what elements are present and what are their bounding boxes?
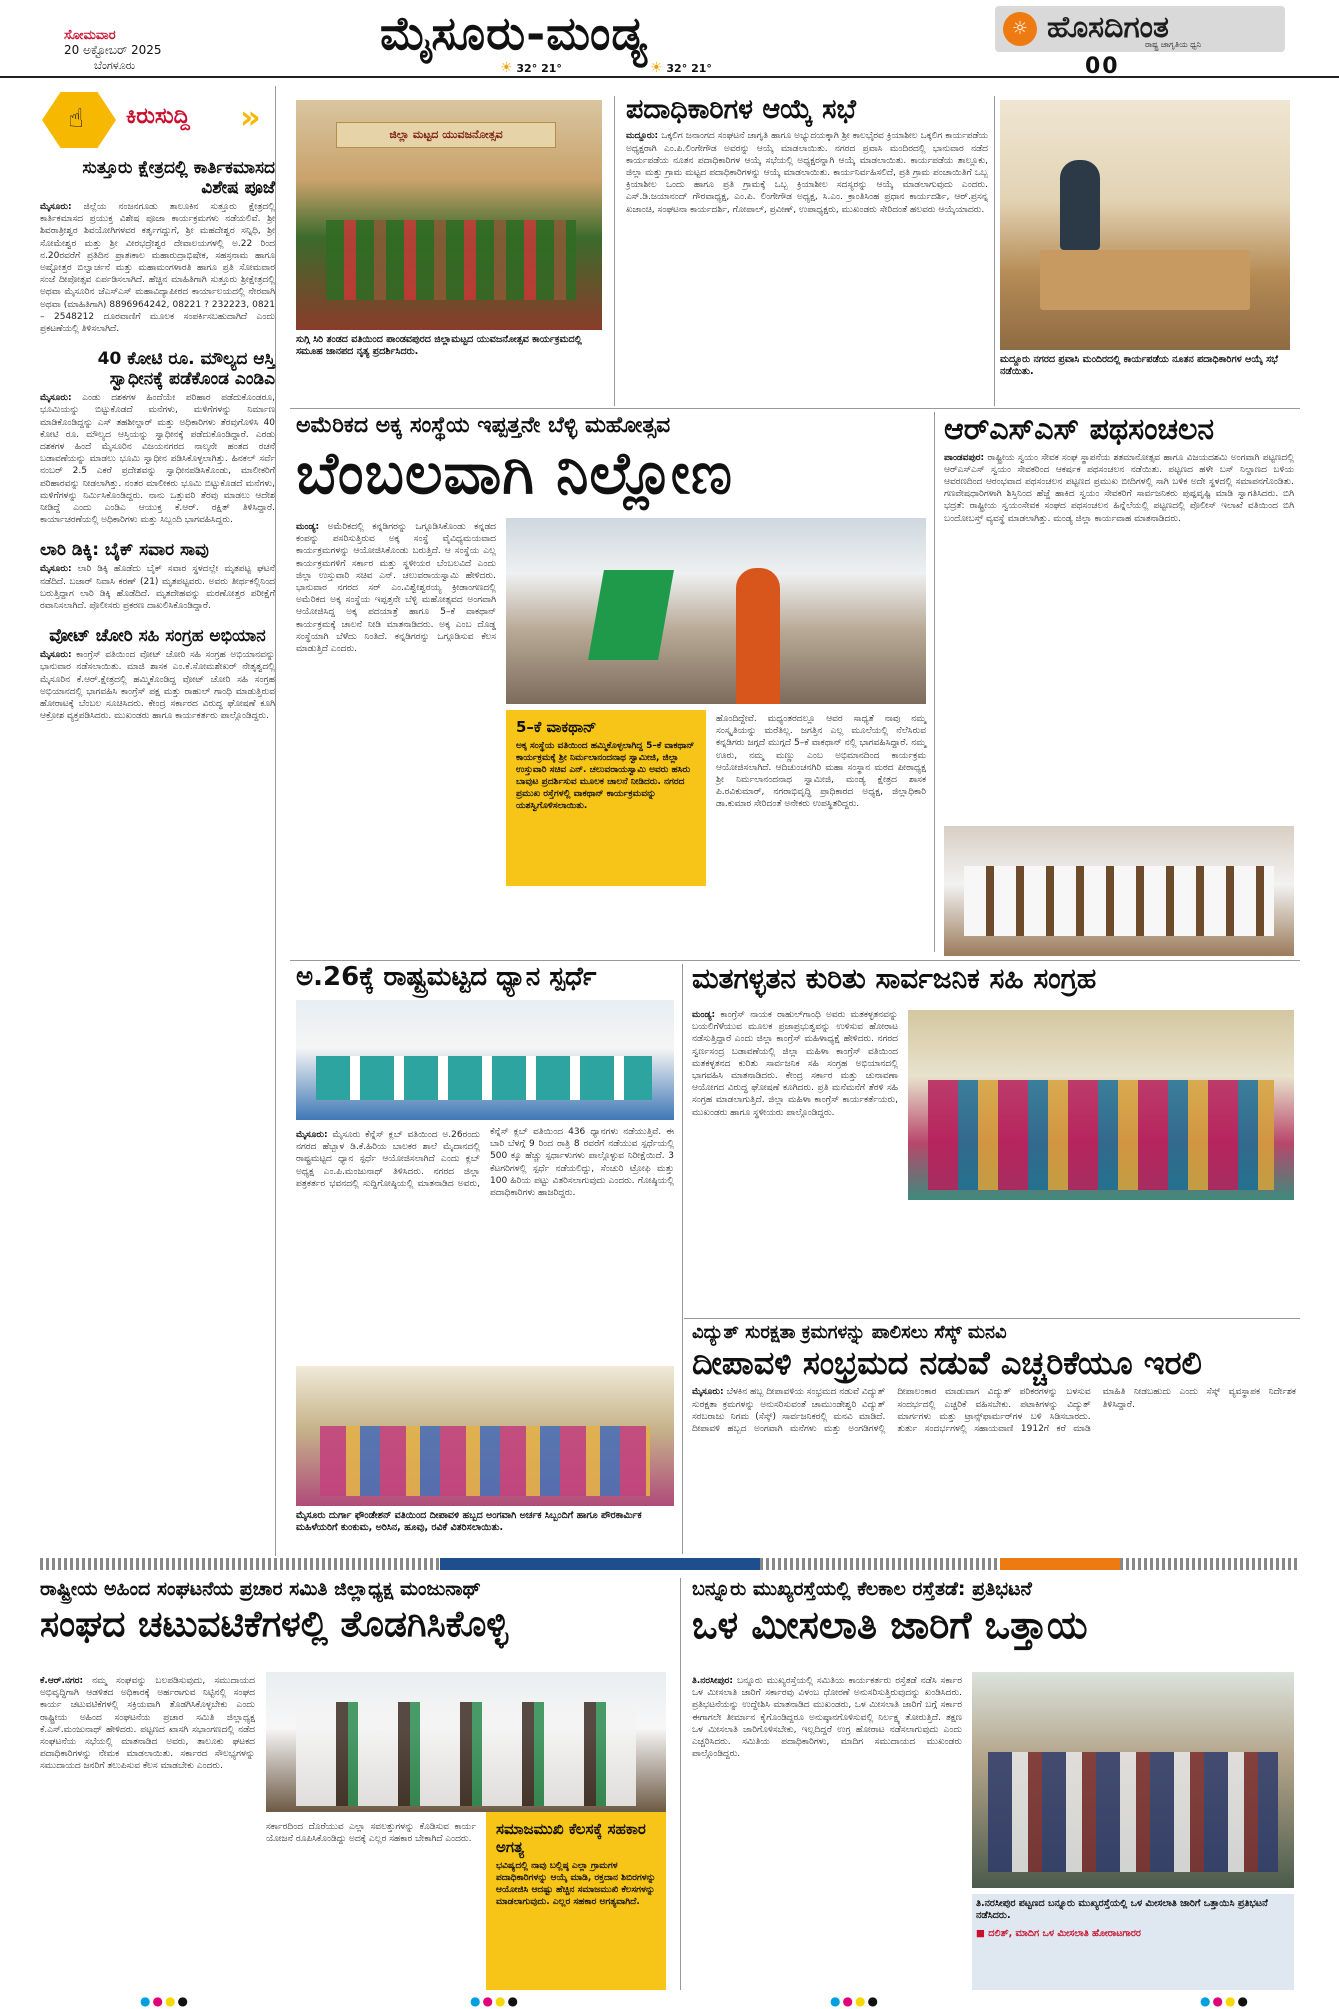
green-flag xyxy=(588,570,674,660)
section-label: ಕಿರುಸುದ್ದಿ xyxy=(126,104,190,129)
article-kicker: ಬನ್ನೂರು ಮುಖ್ಯರಸ್ತೆಯಲ್ಲಿ ಕೆಲಕಾಲ ರಸ್ತೆತಡೆ: ಪ್ರತಿಭಟನೆ xyxy=(692,1578,1032,1600)
article-body xyxy=(626,130,988,215)
article-text: ಸರ್ಕಾರದಿಂದ ದೊರೆಯುವ ಎಲ್ಲಾ ಸವಲತ್ತುಗಳನ್ನು ಕೊಡಿಸುವ ಕಾರ್ಯ ಯೋಜನೆ ರೂಪಿಸಿಕೊಂಡಿದ್ದು ಅದಕ್ಕೆ ಎಲ್ಲರ ಸಹಕಾರ ಬೇಕಾಗಿದೆ ಎಂದರು. xyxy=(266,1822,476,1845)
banner-sign: ಜಿಲ್ಲಾ ಮಟ್ಟದ ಯುವಜನೋತ್ಸವ xyxy=(336,122,556,148)
meeting-table xyxy=(1040,250,1250,310)
dateline: ಮಂಡ್ಯ: xyxy=(692,1010,716,1020)
dateline: ಮೈಸೂರು: xyxy=(692,1387,724,1398)
women-group xyxy=(320,1426,650,1496)
photo-protest xyxy=(972,1672,1294,1888)
briefs-column xyxy=(40,86,276,1556)
logo-tagline: ರಾಷ್ಟ್ರ ಜಾಗೃತಿಯ ಧ್ವನಿ xyxy=(1145,40,1202,49)
article-kicker: ರಾಷ್ಟ್ರೀಯ ಅಹಿಂದ ಸಂಘಟನೆಯ ಪ್ರಚಾರ ಸಮಿತಿ ಜಿಲ್ಲಾಧ್ಯಕ್ಷ ಮಂಜುನಾಥ್ xyxy=(40,1578,481,1600)
dateline: ಪಾಂಡವಪುರ: xyxy=(944,452,985,463)
column-rule xyxy=(680,1578,681,1990)
stripe-orange-segment xyxy=(1000,1558,1120,1570)
article-mathagalla xyxy=(692,964,1296,993)
article-headline: ಆರ್‌ಎಸ್‌ಎಸ್ ಪಥಸಂಚಲನ xyxy=(944,412,1215,447)
article-headline: ಬೆಂಬಲವಾಗಿ ನಿಲ್ಲೋಣ xyxy=(296,439,733,508)
registration-marks: ●●●● xyxy=(830,1994,880,2008)
factbox-text: ಭವಿಷ್ಯದಲ್ಲಿ ನಾವು ಬಲ್ಲಿಷ್ಠ ಎಲ್ಲಾ ಗ್ರಾಮಗಳ ಪದಾಧಿಕಾರಿಗಳನ್ನು ಆಯ್ಕೆ ಮಾಡಿ, ರಕ್ತದಾನ ಶಿಬಿರಗಳನ್ನು ಆಯೋಜಿಸಿ ಆದಷ್ಟು ಹೆಚ್ಚಿನ ಸಮಾಜಮುಖಿ ಕೆಲಸಗಳನ್ನು ಮಾಡಲಾಗುವುದು. ಎಲ್ಲರ ಸಹಕಾರ ಅಗತ್ಯವಾಗಿದೆ. xyxy=(496,1861,656,1907)
article-body xyxy=(692,1675,962,1760)
dateline: ಮೈಸೂರು: xyxy=(40,564,72,575)
weather-max: 32 xyxy=(666,62,682,75)
factbox-ahinda xyxy=(486,1812,666,1990)
ahinda-body xyxy=(40,1672,255,1773)
dateline: ತಿ.ನರಸೀಪುರ: xyxy=(692,1676,734,1686)
brief-body xyxy=(40,392,275,526)
article-text: ಕಾಂಗ್ರೆಸ್ ನಾಯಕ ರಾಹುಲ್‌ಗಾಂಧಿ ಅವರು ಮತಕಳ್ಳತನವನ್ನು ಬಯಲಿಗೆಳೆಯುವ ಮೂಲಕ ಪ್ರಜಾಪ್ರಭುತ್ವವನ್ನು ಉಳಿಸುವ ಹೋರಾಟ ನಡೆಸುತ್ತಿದ್ದಾರೆ ಎಂದು ಜಿಲ್ಲಾ ಕಾಂಗ್ರೆಸ್ ಮಹಿಳಾಧ್ಯಕ್ಷೆ ಹೇಳಿದರು. ನಗರದ ಸ್ವರ್ಣಸಂದ್ರ ಬಡಾವಣೆಯಲ್ಲಿ ಜಿಲ್ಲಾ ಮಹಿಳಾ ಕಾಂಗ್ರೆಸ್ ವತಿಯಿಂದ ಮತಕಳ್ಳತನದ ಕುರಿತು ಸಾರ್ವಜನಿಕ ಸಹಿ ಸಂಗ್ರಹ ಅಭಿಯಾನದಲ್ಲಿ ಭಾಗವಹಿಸಿ ಮಾತನಾಡಿದರು. ಕೇಂದ್ರ ಸರ್ಕಾರ ಮತ್ತು ಚುನಾವಣಾ ಆಯೋಗದ ವಿರುದ್ಧ ಘೋಷಣೆ ಕೂಗಿದರು. ಪ್ರತಿ ಮನೆಮನೆಗೆ ತೆರಳಿ ಸಹಿ ಸಂಗ್ರಹ ಮಾಡಲಾಗುತ್ತಿದೆ. ಜಿಲ್ಲಾ ಮಹಿಳಾ ಕಾಂಗ್ರೆಸ್ ಕಾರ್ಯಕರ್ತೆಯರು, ಮುಖಂಡರು ಹಾಗೂ ಸ್ಥಳೀಯರು ಪಾಲ್ಗೊಂಡಿದ್ದರು. xyxy=(692,1010,898,1118)
logo-text: ಹೊಸದಿಗಂತ xyxy=(1047,10,1169,45)
column-rule xyxy=(934,412,935,952)
dateline: ಮಂಡ್ಯ: xyxy=(296,522,320,532)
crowd xyxy=(928,1080,1274,1190)
dateline: ಮೈಸೂರು: xyxy=(40,650,72,661)
article-text: ಅಮೆರಿಕದಲ್ಲಿ ಕನ್ನಡಿಗರನ್ನು ಒಗ್ಗೂಡಿಸಿಕೊಂಡು ಕನ್ನಡದ ಕಂಪನ್ನು ಪಸರಿಸುತ್ತಿರುವ ಅಕ್ಕ ಸಂಸ್ಥೆ ವೈವಿಧ್ಯಮಯವಾದ ಕಾರ್ಯಕ್ರಮಗಳನ್ನು ಆಯೋಜಿಸಿಕೊಂಡು ಬರುತ್ತಿದೆ. ಆ ಸಂಸ್ಥೆಯ ಎಲ್ಲ ಕಾರ್ಯಕ್ರಮಗಳಿಗೆ ಸರ್ಕಾರ ಮತ್ತು ಸ್ಥಳೀಯರ ಬೆಂಬಲವಿದೆ ಎಂದು ಜಿಲ್ಲಾ ಉಸ್ತುವಾರಿ ಸಚಿವ ಎನ್. ಚಲುವರಾಯಸ್ವಾಮಿ ಹೇಳಿದರು. ಭಾನುವಾರ ನಗರದ ಸರ್ ಎಂ.ವಿಶ್ವೇಶ್ವರಯ್ಯ ಕ್ರೀಡಾಂಗಣದಲ್ಲಿ ಅಮೆರಿಕದ ಅಕ್ಕ ಸಂಸ್ಥೆಯ ಇಪ್ಪತ್ತನೇ ಬೆಳ್ಳಿ ಮಹೋತ್ಸವದ ಅಂಗವಾಗಿ ಆಯೋಜಿಸಿದ್ದ ಅಕ್ಕ ಪದಯಾತ್ರೆ ಹಾಗೂ 5–ಕೆ ವಾಕಥಾನ್ ಕಾರ್ಯಕ್ರಮಕ್ಕೆ ಚಾಲನೆ ನೀಡಿ ಮಾತನಾಡಿದರು. ಅಕ್ಕ ಎಂಬ ದೊಡ್ಡ ಸಂಸ್ಥೆಯಾಗಿ ಬೆಳೆದು ನಿಂತಿದೆ. ಕನ್ನಡಿಗರನ್ನು ಒಗ್ಗೂಡಿಸುವ ಕೆಲಸ ಮಾಡುತ್ತಿದೆ ಎಂದರು. xyxy=(296,522,496,655)
brief-title: ವೋಟ್ ಚೋರಿ ಸಹಿ ಸಂಗ್ರಹ ಅಭಿಯಾನ xyxy=(49,626,266,647)
mathagalla-body xyxy=(692,1006,898,1119)
dateline: ಮೈಸೂರು: xyxy=(296,1130,328,1140)
photo-walkathon-flagoff xyxy=(506,518,926,704)
issue-date xyxy=(64,28,162,73)
hand-icon: ☝ xyxy=(68,104,84,134)
article-text: ಮೈಸೂರು ಕೆನ್ನೆಸ್ ಕ್ಲಬ್ ವತಿಯಿಂದ ಅ.26ರಂದು ನಗರದ ಹೆಬ್ಬಾಳ ಡಿ.ಕೆ.ಹಿರಿಯ ಬಾಲಕರ ಶಾಲೆ ಮೈದಾನದಲ್ಲಿ ರಾಷ್ಟ್ರಮಟ್ಟದ ಧ್ಯಾನ ಸ್ಪರ್ಧೆ ಆಯೋಜಿಸಲಾಗಿದೆ ಎಂದು ಕ್ಲಬ್ ಅಧ್ಯಕ್ಷ ಎಂ.ಪಿ.ಮಂಜುನಾಥ್ ತಿಳಿಸಿದರು. ನಗರದ ಜಿಲ್ಲಾ ಪತ್ರಕರ್ತರ ಭವನದಲ್ಲಿ ಸುದ್ದಿಗೋಷ್ಠಿಯಲ್ಲಿ ಮಾತನಾಡಿದ ಅವರು, ಕೆನ್ನೆಸ್ ಕ್ಲಬ್ ವತಿಯಿಂದ 436 ಧ್ಯಾನಗಳು ನಡೆಯುತ್ತಿವೆ. ಈ ಬಾರಿ ಬೆಳಗ್ಗೆ 9 ರಿಂದ ರಾತ್ರಿ 8 ರವರೆಗೆ ನಡೆಯುವ ಸ್ಪರ್ಧೆಯಲ್ಲಿ 500 ಕ್ಕೂ ಹೆಚ್ಚು ಸ್ಪರ್ಧಾಳುಗಳು ಪಾಲ್ಗೊಳ್ಳುವ ನಿರೀಕ್ಷೆಯಿದೆ. 3 ಕೆಟಗರಿಗಳಲ್ಲಿ ಸ್ಪರ್ಧೆ ನಡೆಯಲಿದ್ದು, ಸೆಂಚುರಿ ಟ್ರೋಫಿ ಮತ್ತು 100 ಹಿರಿಯ ಪಟ್ಟು ವಿತರಿಸಲಾಗುವುದು ಎಂದರು. ಗೋಷ್ಠಿಯಲ್ಲಿ ಪದಾಧಿಕಾರಿಗಳು ಹಾಜರಿದ್ದರು. xyxy=(296,1127,674,1199)
caption-text: ಮೈಸೂರು ದುರ್ಗಾ ಫೌಂಡೇಶನ್ ವತಿಯಿಂದ ದೀಪಾವಳಿ ಹಬ್ಬದ ಅಂಗವಾಗಿ ಅರ್ಚಕ ಸಿಬ್ಬಂದಿಗೆ ಹಾಗೂ ಪೌರಕಾರ್ಮಿಕ ಮಹಿಳೆಯರಿಗೆ ಕುಂಕುಮ, ಅರಿಸಿನ, ಹೂವು, ರವಿಕೆ ವಿತರಿಸಲಾಯಿತು. xyxy=(296,1510,642,1533)
issue-day: ಸೋಮವಾರ xyxy=(64,28,116,43)
dateline: ಮದ್ದೂರು: xyxy=(626,131,659,142)
brief-title: ಸುತ್ತೂರು ಕ್ಷೇತ್ರದಲ್ಲಿ ಕಾರ್ತಿಕಮಾಸದ ವಿಶೇಷ ಪೂಜೆ xyxy=(82,158,275,198)
group-photo xyxy=(296,1702,636,1806)
article-headline: ಮತಗಳ್ಳತನ ಕುರಿತು ಸಾರ್ವಜನಿಕ ಸಹಿ ಸಂಗ್ರಹ xyxy=(692,962,1097,995)
photo-deepavali-distribution xyxy=(296,1366,674,1506)
article-body xyxy=(296,521,496,655)
dateline: ಮೈಸೂರು: xyxy=(40,393,72,404)
article-akka xyxy=(296,413,936,508)
chevron-right-icon: » xyxy=(240,98,261,136)
factbox-title: 5–ಕೆ ವಾಕಥಾನ್ xyxy=(516,718,597,736)
article-headline: ಒಳ ಮೀಸಲಾತಿ ಜಾರಿಗೆ ಒತ್ತಾಯ xyxy=(692,1602,1088,1647)
caption-text: ಸುಗ್ಗಿ ಸಿರಿ ತಂಡದ ವತಿಯಿಂದ ಪಾಂಡವಪುರದ ಜಿಲ್ಲಾಮಟ್ಟದ ಯುವಜನೋತ್ಸವ ಕಾರ್ಯಕ್ರಮದಲ್ಲಿ ಸಮೂಹ ಜಾನಪದ ನೃತ್ಯ ಪ್ರದರ್ಶಿಸಿದರು. xyxy=(296,334,582,357)
weather-min: 21 xyxy=(541,62,557,75)
article-body xyxy=(944,452,1294,525)
article-ahinda xyxy=(40,1580,670,1644)
weather-mandya: ☀ 32° 21° xyxy=(650,60,712,76)
row-rule xyxy=(290,408,1300,409)
dhyana-body xyxy=(296,1126,674,1361)
page-number: 00 xyxy=(1085,54,1120,79)
article-text: ಒಕ್ಕಲಿಗ ಜನಾಂಗದ ಸಂಘಟನೆ ಜಾಗೃತಿ ಹಾಗೂ ಅಭ್ಯುದಯಕ್ಕಾಗಿ ಶ್ರೀ ಕಾಲಭೈರವ ಕ್ರಿಯಾಶೀಲ ಒಕ್ಕಲಿಗ ಕಾರ್ಯಪಡೆಯ ಅಧ್ಯಕ್ಷರಾಗಿ ಎಂ.ಪಿ.ಲಿಂಗೇಗೌಡ ಅವರನ್ನು ಆಯ್ಕೆ ಮಾಡಲಾಯಿತು. ನಗರದ ಪ್ರವಾಸಿ ಮಂದಿರದಲ್ಲಿ ಭಾನುವಾರ ನಡೆದ ಕಾರ್ಯಪಡೆಯ ನೂತನ ಪದಾಧಿಕಾರಿಗಳ ಆಯ್ಕೆ ಸಭೆಯಲ್ಲಿ ಅಧ್ಯಕ್ಷರನ್ನಾಗಿ ಆಯ್ಕೆ ಮಾಡಲಾಯಿತು. ಕಾರ್ಯಪಡೆಯ ತಾಲ್ಲೂಕು, ಜಿಲ್ಲಾ ಮತ್ತು ಗ್ರಾಮ ಮಟ್ಟದ ಪದಾಧಿಕಾರಿಗಳನ್ನು ಆಯ್ಕೆ ಮಾಡಲಾಯಿತು. ಕಾರ್ಯನಿರ್ವಹಿಸಲಿದೆ, ಪ್ರತಿ ಗ್ರಾಮ ಪಂಚಾಯಿತಿಗೆ ಒಬ್ಬ ಕ್ರಿಯಾಶೀಲ ಒಂದು ಹಾಗೂ ಪ್ರತಿ ಗ್ರಾಮಕ್ಕೆ ಒಬ್ಬ ಕ್ರಿಯಾಶೀಲ ಸದಸ್ಯರನ್ನು ಆಯ್ಕೆ ಮಾಡಲಾಗುವುದು ಎಂದರು. ಎಸ್.ಡಿ.ಜಯಾನಂದ್ ಗೌರವಾಧ್ಯಕ್ಷ, ಎಂ.ಪಿ. ಲಿಂಗೇಗೌಡ ಅಧ್ಯಕ್ಷ, ಸಿ.ಎಂ. ಕ್ರಾಂತಿಸಿಂಹ ಪ್ರಧಾನ ಕಾರ್ಯದರ್ಶಿ, ಆರ್.ಪ್ರಸನ್ನ ಖಜಾಂಚಿ, ಸಂಘಟನಾ ಕಾರ್ಯದರ್ಶಿ, ಗೋಪಾಲ್, ಪ್ರವೀಣ್, ಉಪಾಧ್ಯಕ್ಷರು, ಮುಖಂಡರು ಸೇರಿದಂತೆ ಹಲವರು ಆಯ್ಕೆಯಾದರು. xyxy=(626,131,988,215)
article-dhyana xyxy=(296,964,674,991)
article-text: ಹೊಂದಿದ್ದೇವೆ. ಮಧ್ಯಂತರದಲ್ಲೂ ಆವರ ಸಾಧ್ಯತೆ ನಾವು ನಮ್ಮ ಸಂಸ್ಕೃತಿಯನ್ನು ಮರೆತಿಲ್ಲ. ಜಗತ್ತಿನ ಎಲ್ಲ ಮೂಲೆಯಲ್ಲಿ ನೆಲೆಸಿರುವ ಕನ್ನಡಿಗರು ಜಗ್ಗದೆ ಮುಗ್ಗದೆ 5–ಕೆ ವಾಕಥಾನ್ ನಲ್ಲಿ ಭಾಗವಹಿಸಿದ್ದಾರೆ. ನಮ್ಮ ಊರು, ನಮ್ಮ ಮಣ್ಣು ಎಂಬ ಅಭಿಮಾನದಿಂದ ಕಾರ್ಯಕ್ರಮ ಆಯೋಜಿಸಲಾಗಿದೆ. ಆದಿಚುಂಚನಗಿರಿ ಮಹಾ ಸಂಸ್ಥಾನ ಮಠದ ಪೀಠಾಧ್ಯಕ್ಷ ಶ್ರೀ ನಿರ್ಮಲಾನಂದನಾಥ ಸ್ವಾಮೀಜಿ, ಮಂಡ್ಯ ಕ್ಷೇತ್ರದ ಶಾಸಕ ಪಿ.ರವಿಕುಮಾರ್, ನಗರಾಭಿವೃದ್ಧಿ ಪ್ರಾಧಿಕಾರದ ಅಧ್ಯಕ್ಷ, ಜಿಲ್ಲಾಧಿಕಾರಿ ಡಾ.ಕುಮಾರ ಸೇರಿದಂತೆ ಅನೇಕರು ಉಪಸ್ಥಿತರಿದ್ದರು. xyxy=(716,714,926,810)
article-headline: ಪದಾಧಿಕಾರಿಗಳ ಆಯ್ಕೆ ಸಭೆ xyxy=(626,94,856,125)
article-text: ನಮ್ಮ ಸಂಘವನ್ನು ಬಲಪಡಿಸುವುದು, ಸಮುದಾಯದ ಅಭಿವೃದ್ಧಿಗಾಗಿ ಆಡಳಿತದ ಅಧಿಕಾರಕ್ಕೆ ಅರ್ಹರಾಗುವ ನಿಟ್ಟಿನಲ್ಲಿ ಸಂಘದ ಕಾರ್ಯ ಚಟುವಟಿಕೆಗಳಲ್ಲಿ ಸಕ್ರಿಯವಾಗಿ ತೊಡಗಿಸಿಕೊಳ್ಳಬೇಕು ಎಂದು ರಾಷ್ಟ್ರೀಯ ಅಹಿಂದ ಸಂಘಟನೆಯ ಪ್ರಚಾರ ಸಮಿತಿ ಜಿಲ್ಲಾಧ್ಯಕ್ಷ ಕೆ.ಎಸ್.ಮಂಜುನಾಥ್ ಹೇಳಿದರು. ಪಟ್ಟಣದ ಖಾಸಗಿ ಸಭಾಂಗಣದಲ್ಲಿ ನಡೆದ ಸಂಘಟನೆಯ ಸಭೆಯಲ್ಲಿ ಮಾತನಾಡಿದ ಅವರು, ತಾಲೂಕು ಘಟಕದ ಪದಾಧಿಕಾರಿಗಳನ್ನು ನೇಮಕ ಮಾಡಲಾಯಿತು. ಸರ್ಕಾರದ ಸೌಲಭ್ಯಗಳನ್ನು ಸಮುದಾಯದ ಜನರಿಗೆ ತಲುಪಿಸುವ ಕೆಲಸ ಮಾಡಬೇಕು ಎಂದರು. xyxy=(40,1676,255,1772)
stripe-blue-segment xyxy=(440,1558,760,1570)
photo-caption-folk xyxy=(296,334,602,358)
article-body xyxy=(40,1675,255,1773)
brief-text: ಲಾರಿ ಡಿಕ್ಕಿ ಹೊಡೆದು ಬೈಕ್ ಸವಾರ ಸ್ಥಳದಲ್ಲೇ ಮೃತಪಟ್ಟ ಘಟನೆ ನಡೆದಿದೆ. ಬಜಾರ್ ನಿವಾಸಿ ಕರಣ್ (21) ಮೃತಪಟ್ಟವರು. ಅವರು ತೀರ್ಥಕಲ್ಲಿನಿಂದ ಬರುತ್ತಿದ್ದಾಗ ಲಾರಿ ಡಿಕ್ಕಿ ಹೊಡೆದಿದೆ. ಮೃತದೇಹವನ್ನು ಮರಣೋತ್ತರ ಪರೀಕ್ಷೆಗೆ ರವಾನಿಸಲಾಗಿದೆ. ಪೊಲೀಸರು ಪ್ರಕರಣ ದಾಖಲಿಸಿಕೊಂಡಿದ್ದಾರೆ. xyxy=(40,564,275,612)
article-kicker: ಅಮೆರಿಕದ ಅಕ್ಕ ಸಂಸ್ಥೆಯ ಇಪ್ಪತ್ತನೇ ಬೆಳ್ಳಿ ಮಹೋತ್ಸವ xyxy=(296,413,671,438)
weather-min: 21 xyxy=(691,62,707,75)
brief-title: ಲಾರಿ ಡಿಕ್ಕಿ: ಬೈಕ್ ಸವಾರ ಸಾವು xyxy=(40,540,209,561)
photo-dhyana-poster-release xyxy=(296,1000,674,1120)
section-header-kirusuddi xyxy=(40,86,275,150)
akka-body-b xyxy=(716,710,926,811)
article-deepavali-safety xyxy=(692,1324,1296,1435)
brief-body xyxy=(40,649,275,722)
caption-text: ಮದ್ದೂರು ನಗರದ ಪ್ರವಾಸಿ ಮಂದಿರದಲ್ಲಿ ಕಾರ್ಯಪಡೆಯ ನೂತನ ಪದಾಧಿಕಾರಿಗಳ ಆಯ್ಕೆ ಸಭೆ ನಡೆಯಿತು. xyxy=(1000,354,1278,377)
speaker-figure xyxy=(1060,160,1100,250)
article-body xyxy=(296,1126,674,1199)
registration-marks: ●●●● xyxy=(1200,1994,1250,2008)
photo-caption-deepavali xyxy=(296,1510,674,1534)
column-rule xyxy=(614,96,615,406)
issue-city: ಬೆಂಗಳೂರು xyxy=(94,59,136,72)
lamp-icon: ☼ xyxy=(1003,12,1037,46)
photo-caption-protest xyxy=(972,1894,1294,1990)
edition-title: ಮೈಸೂರು-ಮಂಡ್ಯ xyxy=(380,6,648,60)
sun-icon: ☀ xyxy=(500,60,513,76)
photo-meeting xyxy=(1000,100,1290,350)
article-padadhikari xyxy=(626,96,988,216)
article-body xyxy=(692,1386,1296,1435)
photo-caption-meeting xyxy=(1000,354,1290,378)
sun-icon: ☀ xyxy=(650,60,663,76)
article-body xyxy=(692,1009,898,1119)
article-headline: ದೀಪಾವಳಿ ಸಂಭ್ರಮದ ನಡುವೆ ಎಚ್ಚರಿಕೆಯೂ ಇರಲಿ xyxy=(692,1343,1202,1382)
brief-body xyxy=(40,201,275,335)
photo-ahinda-meeting xyxy=(266,1672,666,1812)
column-rule xyxy=(682,964,683,1554)
photo-rss-march xyxy=(944,826,1294,956)
row-rule xyxy=(684,1318,1300,1319)
ahinda-body-b xyxy=(266,1818,476,1845)
brief-text: ಕಾಂಗ್ರೆಸ್ ವತಿಯಿಂದ ವೋಟ್ ಚೋರಿ ಸಹಿ ಸಂಗ್ರಹ ಅಭಿಯಾನವನ್ನು ಭಾನುವಾರ ನಡೆಸಲಾಯಿತು. ಮಾಜಿ ಶಾಸಕ ಎಂ.ಕೆ.ಸೋಮಶೇಖರ್ ನೇತೃತ್ವದಲ್ಲಿ ಮೈಸೂರಿನ ಕೆ.ಆರ್.ಕ್ಷೇತ್ರದಲ್ಲಿ ಹಮ್ಮಿಕೊಂಡಿದ್ದ ವೋಟ್ ಚೋರಿ ಸಹಿ ಸಂಗ್ರಹ ಅಭಿಯಾನದಲ್ಲಿ ಭಾಗವಹಿಸಿ ಕಾಂಗ್ರೆಸ್ ಪಕ್ಷ ಮತ್ತು ರಾಹುಲ್ ಗಾಂಧಿ ಮಾಡುತ್ತಿರುವ ಹೋರಾಟಕ್ಕೆ ಬೆಂಬಲ ಸೂಚಿಸಿದರು. ಕೇಂದ್ರ ಸರ್ಕಾರದ ವಿರುದ್ಧ ಘೋಷಣೆ ಕೂಗಿ ಆಕ್ರೋಶ ವ್ಯಕ್ತಪಡಿಸಿದರು. ಮುಖಂಡರು ಹಾಗೂ ಕಾರ್ಯಕರ್ತರು ಪಾಲ್ಗೊಂಡಿದ್ದರು. xyxy=(40,650,275,722)
brief-body xyxy=(40,563,275,612)
brief-text: ಎಂಡು ದಶಕಗಳ ಹಿಂದೆಯೇ ಪರಿಹಾರ ಪಡೆದುಕೊಂಡರೂ, ಭೂಮಿಯನ್ನು ಬಿಟ್ಟುಕೊಡದೆ ಮನೆಗಳು, ಮಳಿಗೆಗಳನ್ನು ನಿರ್ಮಾಣ ಮಾಡಿಕೊಂಡಿದ್ದನ್ನು ಎಸ್ ತಹಶೀಲ್ದಾರ್ ಮತ್ತು ಅಧಿಕಾರಿಗಳು ತೆರವುಗೊಳಿಸಿ 40 ಕೋಟಿ ರೂ. ಮೌಲ್ಯದ ಆಸ್ತಿಯನ್ನು ಸ್ವಾಧೀನಕ್ಕೆ ಪಡೆದುಕೊಂಡಿದ್ದಾರೆ. ಎರಡು ದಶಕಗಳ ಹಿಂದೆ ಮೈಸೂರಿನ ವಿಜಯನಗರದ ನಾಲ್ಕನೇ ಹಂತದ ರಚನೆ ಬಡಾವಣೆಯನ್ನು ಮಾಡಲು ಭೂಮಿ ಸ್ವಾಧೀನ ಪಡಿಸಿಕೊಳ್ಳಲಾಗಿತ್ತು. ಹಿನಕಲ್ ಸರ್ವೆ ನಂಬರ್ 2.5 ಎಕರೆ ಪ್ರದೇಶವನ್ನು ಸ್ವಾಧೀನಪಡಿಸಿಕೊಂಡು, ಮಾಲೀಕರಿಗೆ ಪರಿಹಾರವನ್ನು ನೀಡಲಾಗಿತ್ತು. ನಂತರ ಮಾಲೀಕರು ಭೂಮಿ ಬಿಟ್ಟುಕೊಡದೆ ಮನೆಗಳು, ಮಳಿಗೆಗಳನ್ನು ನಿರ್ಮಿಸಿಕೊಂಡಿದ್ದರು. ನಾನು ಒತ್ತುವರಿ ತೆರವು ಮಾಡಲು ಆದೇಶ ನೀಡಿದ್ದೆ ಎಂದು ಎಂಡಿಎ ಆಯುಕ್ತ ಕೆ.ಆರ್. ರಕ್ಷಿತ್ ತಿಳಿಸಿದ್ದಾರೆ. ಕಾರ್ಯಾಚರಣೆಯಲ್ಲಿ ಅಧಿಕಾರಿಗಳು ಮತ್ತು ಸಿಬ್ಬಂದಿ ಭಾಗವಹಿಸಿದ್ದರು. xyxy=(40,393,275,526)
brief-text: ಜಿಲ್ಲೆಯ ನಂಜನಗೂಡು ತಾಲೂಕಿನ ಸುತ್ತೂರು ಕ್ಷೇತ್ರದಲ್ಲಿ ಕಾರ್ತಿಕಮಾಸದ ಪ್ರಯುಕ್ತ ವಿಶೇಷ ಪೂಜಾ ಕಾರ್ಯಕ್ರಮಗಳು ನಡೆಯಲಿವೆ. ಶ್ರೀ ಶಿವರಾತ್ರೀಶ್ವರ ಶಿವಯೋಗಿಗಳವರ ಕರ್ತೃಗದ್ದುಗೆ, ಶ್ರೀ ಮಹದೇಶ್ವರ ಸನ್ನಿಧಿ, ಶ್ರೀ ಸೋಮೇಶ್ವರ ಮತ್ತು ಶ್ರೀ ವೀರಭದ್ರೇಶ್ವರ ದೇವಾಲಯಗಳಲ್ಲಿ ಅ.22 ರಿಂದ ನ.20ರವರೆಗೆ ಪ್ರತಿದಿನ ಪ್ರಾತಃಕಾಲ ಮಹಾರುದ್ರಾಭಿಷೇಕ, ಸಹಸ್ರನಾಮ ಹಾಗೂ ಅಷ್ಟೋತ್ತರ ಬಿಲ್ವಾರ್ಚನೆ ಮತ್ತು ಮಹಾಮಂಗಳಾರತಿ ಹಾಗೂ ಪ್ರತಿ ಸೋಮವಾರ ಸಂಜೆ ದೀಪೋತ್ಸವ ಏರ್ಪಡಿಸಲಾಗಿದೆ. ಹೆಚ್ಚಿನ ಮಾಹಿತಿಗಾಗಿ ಸುತ್ತೂರು ಶ್ರೀಕ್ಷೇತ್ರದಲ್ಲಿ ಅಥವಾ ಮೈಸೂರಿನ ಜೆಎಸ್‌ಎಸ್ ಮಹಾವಿದ್ಯಾಪೀಠದ ಕಾರ್ಯಾಲಯದಲ್ಲಿ ನೇರವಾಗಿ ಅಥವಾ (ಮಾಹಿತಿಗಾಗಿ) 8896964242, 08221 ? 232223, 0821 – 2548212 ದೂರವಾಣಿಗೆ ಮೂಲಕ ಸಂಪರ್ಕಿಸಬಹುದಾಗಿದೆ ಎಂದು ಪ್ರಕಟಣೆಯಲ್ಲಿ ತಿಳಿಸಲಾಗಿದೆ. xyxy=(40,202,275,335)
article-text: ರಾಷ್ಟ್ರೀಯ ಸ್ವಯಂ ಸೇವಕ ಸಂಘ ಸ್ಥಾಪನೆಯ ಶತಮಾನೋತ್ಸವ ಹಾಗೂ ವಿಜಯದಶಮಿ ಅಂಗವಾಗಿ ಪಟ್ಟಣದಲ್ಲಿ ಆರ್‌ಎಸ್‌ಎಸ್ ಸ್ವಯಂ ಸೇವಕರಿಂದ ಆಕರ್ಷಕ ಪಥಸಂಚಲನ ನಡೆಯಿತು. ಪಟ್ಟಣದ ಹಳೇ ಬಸ್ ನಿಲ್ದಾಣದ ಬಳಿಯ ಆವರಣದಿಂದ ಆರಂಭವಾದ ಪಥಸಂಚಲನ ಪಟ್ಟಣದ ಪ್ರಮುಖ ಬೀದಿಗಳಲ್ಲಿ ಸಾಗಿ ಬಳಿಕ ಅದೇ ಸ್ಥಳದಲ್ಲಿ ಸಮಾಪನಗೊಂಡಿತು. ಗಣವೇಷಧಾರಿಗಳಾಗಿ ಶಿಸ್ತಿನಿಂದ ಹೆಜ್ಜೆ ಹಾಕಿದ ಸ್ವಯಂ ಸೇವಕರಿಗೆ ಸಾರ್ವಜನಿಕರು ಪುಷ್ಪವೃಷ್ಟಿ ಮಾಡಿ ಸ್ವಾಗತಿಸಿದರು. ಬಿಗಿ ಭದ್ರತೆ: ರಾಷ್ಟ್ರೀಯ ಸ್ವಯಂಸೇವಕ ಸಂಘದ ಪಥಸಂಚಲನ ಹಿನ್ನೆಲೆಯಲ್ಲಿ ಪಟ್ಟಣದಲ್ಲಿ ಪೊಲೀಸ್ ಇಲಾಖೆ ವತಿಯಿಂದ ಬಿಗಿ ಬಂದೋಬಸ್ತ್ ವ್ಯವಸ್ಥೆ ಮಾಡಲಾಗಿತ್ತು. ಮಂಡ್ಯ ಜಿಲ್ಲಾ ಕಾರ್ಯವಾಹ ಮಾತನಾಡಿದರು. xyxy=(944,452,1294,524)
photo-folk-dance xyxy=(296,100,602,330)
factbox-title: ಸಮಾಜಮುಖಿ ಕೆಲಸಕ್ಕೆ ಸಹಕಾರ ಅಗತ್ಯ xyxy=(496,1820,646,1856)
masthead xyxy=(0,0,1339,78)
registration-marks: ●●●● xyxy=(140,1994,190,2008)
reservation-body xyxy=(692,1672,962,1760)
article-headline: ಅ.26ಕ್ಕೆ ರಾಷ್ಟ್ರಮಟ್ಟದ ಧ್ಯಾನ ಸ್ಪರ್ಧೆ xyxy=(296,962,597,992)
article-headline: ಸಂಘದ ಚಟುವಟಿಕೆಗಳಲ್ಲಿ ತೊಡಗಿಸಿಕೊಳ್ಳಿ xyxy=(40,1603,509,1645)
column-rule xyxy=(994,96,995,406)
article-rss xyxy=(944,414,1294,525)
newspaper-logo xyxy=(995,6,1285,52)
dancers-silhouette xyxy=(326,220,576,300)
marchers xyxy=(964,866,1274,936)
dateline: ಮೈಸೂರು: xyxy=(40,202,72,212)
brief-title: 40 ಕೋಟಿ ರೂ. ಮೌಲ್ಯದ ಆಸ್ತಿ ಸ್ವಾಧೀನಕ್ಕೆ ಪಡೆಕೊಂಡ ಎಂಡಿಎ xyxy=(97,349,275,390)
caption-text: ತಿ.ನರಸೀಪುರ ಪಟ್ಟಣದ ಬನ್ನೂರು ಮುಖ್ಯರಸ್ತೆಯಲ್ಲಿ ಒಳ ಮೀಸಲಾತಿ ಜಾರಿಗೆ ಒತ್ತಾಯಿಸಿ ಪ್ರತಿಭಟನೆ ನಡೆಸಿದರು. xyxy=(976,1898,1268,1921)
article-reservation xyxy=(692,1580,1296,1646)
article-kicker: ವಿದ್ಯುತ್ ಸುರಕ್ಷತಾ ಕ್ರಮಗಳನ್ನು ಪಾಲಿಸಲು ಸೆಸ್ಕ್ ಮನವಿ xyxy=(692,1322,1007,1343)
weather-max: 32 xyxy=(516,62,532,75)
factbox-text: ಅಕ್ಕ ಸಂಸ್ಥೆಯ ವತಿಯಿಂದ ಹಮ್ಮಿಕೊಳ್ಳಲಾಗಿದ್ದ 5–ಕೆ ವಾಕಥಾನ್ ಕಾರ್ಯಕ್ರಮಕ್ಕೆ ಶ್ರೀ ನಿರ್ಮಲಾನಂದನಾಥ ಸ್ವಾಮೀಜಿ, ಜಿಲ್ಲಾ ಉಸ್ತುವಾರಿ ಸಚಿವ ಎನ್. ಚಲುವರಾಯಸ್ವಾಮಿ ಅವರು ಹಸಿರು ಬಾವುಟ ಪ್ರದರ್ಶಿಸುವ ಮೂಲಕ ಚಾಲನೆ ನೀಡಿದರು. ನಗರದ ಪ್ರಮುಖ ರಸ್ತೆಗಳಲ್ಲಿ ವಾಕಥಾನ್ ಕಾರ್ಯಕ್ರಮವನ್ನು ಯಶಸ್ವಿಗೊಳಿಸಲಾಯಿತು. xyxy=(516,741,695,811)
row-rule xyxy=(290,960,1300,961)
banner-text: ದಲಿತ್, ಮಾದಿಗ ಒಳ ಮೀಸಲಾತಿ ಹೋರಾಟಗಾರರ xyxy=(988,1928,1141,1939)
protestors xyxy=(988,1752,1278,1872)
protest-banner-label: ■ ದಲಿತ್, ಮಾದಿಗ ಒಳ ಮೀಸಲಾತಿ ಹೋರಾಟಗಾರರ xyxy=(976,1928,1141,1939)
weather-mysuru: ☀ 32° 21° xyxy=(500,60,562,76)
section-divider-stripe xyxy=(40,1558,1300,1570)
akka-body-a xyxy=(296,518,496,655)
issue-date-text: 20 ಅಕ್ಟೋಬರ್ 2025 xyxy=(64,43,162,57)
article-text: ಬನ್ನೂರು ಮುಖ್ಯರಸ್ತೆಯಲ್ಲಿ ಸಮಿತಿಯ ಕಾರ್ಯಕರ್ತರು ರಸ್ತೆತಡೆ ನಡೆಸಿ ಸರ್ಕಾರ ಒಳ ಮೀಸಲಾತಿ ಜಾರಿಗೆ ಸರ್ಕಾರವು ವಿಳಂಬ ಧೋರಣೆ ಅನುಸರಿಸುತ್ತಿರುವುದನ್ನು ಖಂಡಿಸಿದರು. ಪ್ರತಿಭಟನೆಯನ್ನು ಉದ್ದೇಶಿಸಿ ಮಾತನಾಡಿದ ಮುಖಂಡರು, ಒಳ ಮೀಸಲಾತಿ ಜಾರಿಗೆ ಬಗ್ಗೆ ಸರ್ಕಾರ ಈಗಾಗಲೇ ತೀರ್ಮಾನ ಕೈಗೊಂಡಿದ್ದರೂ ಅನುಷ್ಠಾನಗೊಳಿಸುವಲ್ಲಿ ನಿರ್ಲಕ್ಷ್ಯ ತೋರುತ್ತಿದೆ. ತಕ್ಷಣ ಒಳ ಮೀಸಲಾತಿ ಜಾರಿಗೊಳಿಸಬೇಕು, ಇಲ್ಲದಿದ್ದರೆ ಉಗ್ರ ಹೋರಾಟ ನಡೆಸಲಾಗುವುದು ಎಂದು ಎಚ್ಚರಿಸಿದರು. ಸಮಿತಿಯ ಪದಾಧಿಕಾರಿಗಳು, ಮಾದಿಗ ಸಮುದಾಯದ ಮುಖಂಡರು ಪಾಲ್ಗೊಂಡಿದ್ದರು. xyxy=(692,1676,962,1760)
registration-marks: ●●●● xyxy=(470,1994,520,2008)
article-text: ಬೆಳಕಿನ ಹಬ್ಬ ದೀಪಾವಳಿಯ ಸಂಭ್ರಮದ ನಡುವೆ ವಿದ್ಯುತ್ ಸುರಕ್ಷತಾ ಕ್ರಮಗಳನ್ನು ಅನುಸರಿಸುವಂತೆ ಚಾಮುಂಡೇಶ್ವರಿ ವಿದ್ಯುತ್ ಸರಬರಾಜು ನಿಗಮ (ಸೆಸ್ಕ್) ಸಾರ್ವಜನಿಕರಲ್ಲಿ ಮನವಿ ಮಾಡಿದೆ. ದೀಪಾವಳಿ ಹಬ್ಬದ ಅಂಗವಾಗಿ ಮನೆಗಳು ಮತ್ತು ಅಂಗಡಿಗಳಲ್ಲಿ ದೀಪಾಲಂಕಾರ ಮಾಡುವಾಗ ವಿದ್ಯುತ್ ಪರಿಕರಗಳನ್ನು ಬಳಸುವ ಸಂದರ್ಭದಲ್ಲಿ ಎಚ್ಚರಿಕೆ ವಹಿಸಬೇಕು. ಪಟಾಕಿಗಳನ್ನು ವಿದ್ಯುತ್ ಮಾರ್ಗಗಳು ಮತ್ತು ಟ್ರಾನ್ಸ್‌ಫಾರ್ಮರ್‌ಗಳ ಬಳಿ ಸಿಡಿಸಬಾರದು. ತುರ್ತು ಸಂದರ್ಭಗಳಲ್ಲಿ ಸಹಾಯವಾಣಿ 1912ಗೆ ಕರೆ ಮಾಡಿ ಮಾಹಿತಿ ನೀಡಬಹುದು ಎಂದು ಸೆಸ್ಕ್ ವ್ಯವಸ್ಥಾಪಕ ನಿರ್ದೇಶಕ ತಿಳಿಸಿದ್ದಾರೆ. xyxy=(692,1387,1296,1435)
photo-signature-campaign xyxy=(908,1010,1294,1200)
factbox-walkathon xyxy=(506,710,706,886)
swamiji-figure xyxy=(736,568,780,704)
posters xyxy=(316,1056,652,1100)
dateline: ಕೆ.ಆರ್.ನಗರ: xyxy=(40,1676,84,1686)
